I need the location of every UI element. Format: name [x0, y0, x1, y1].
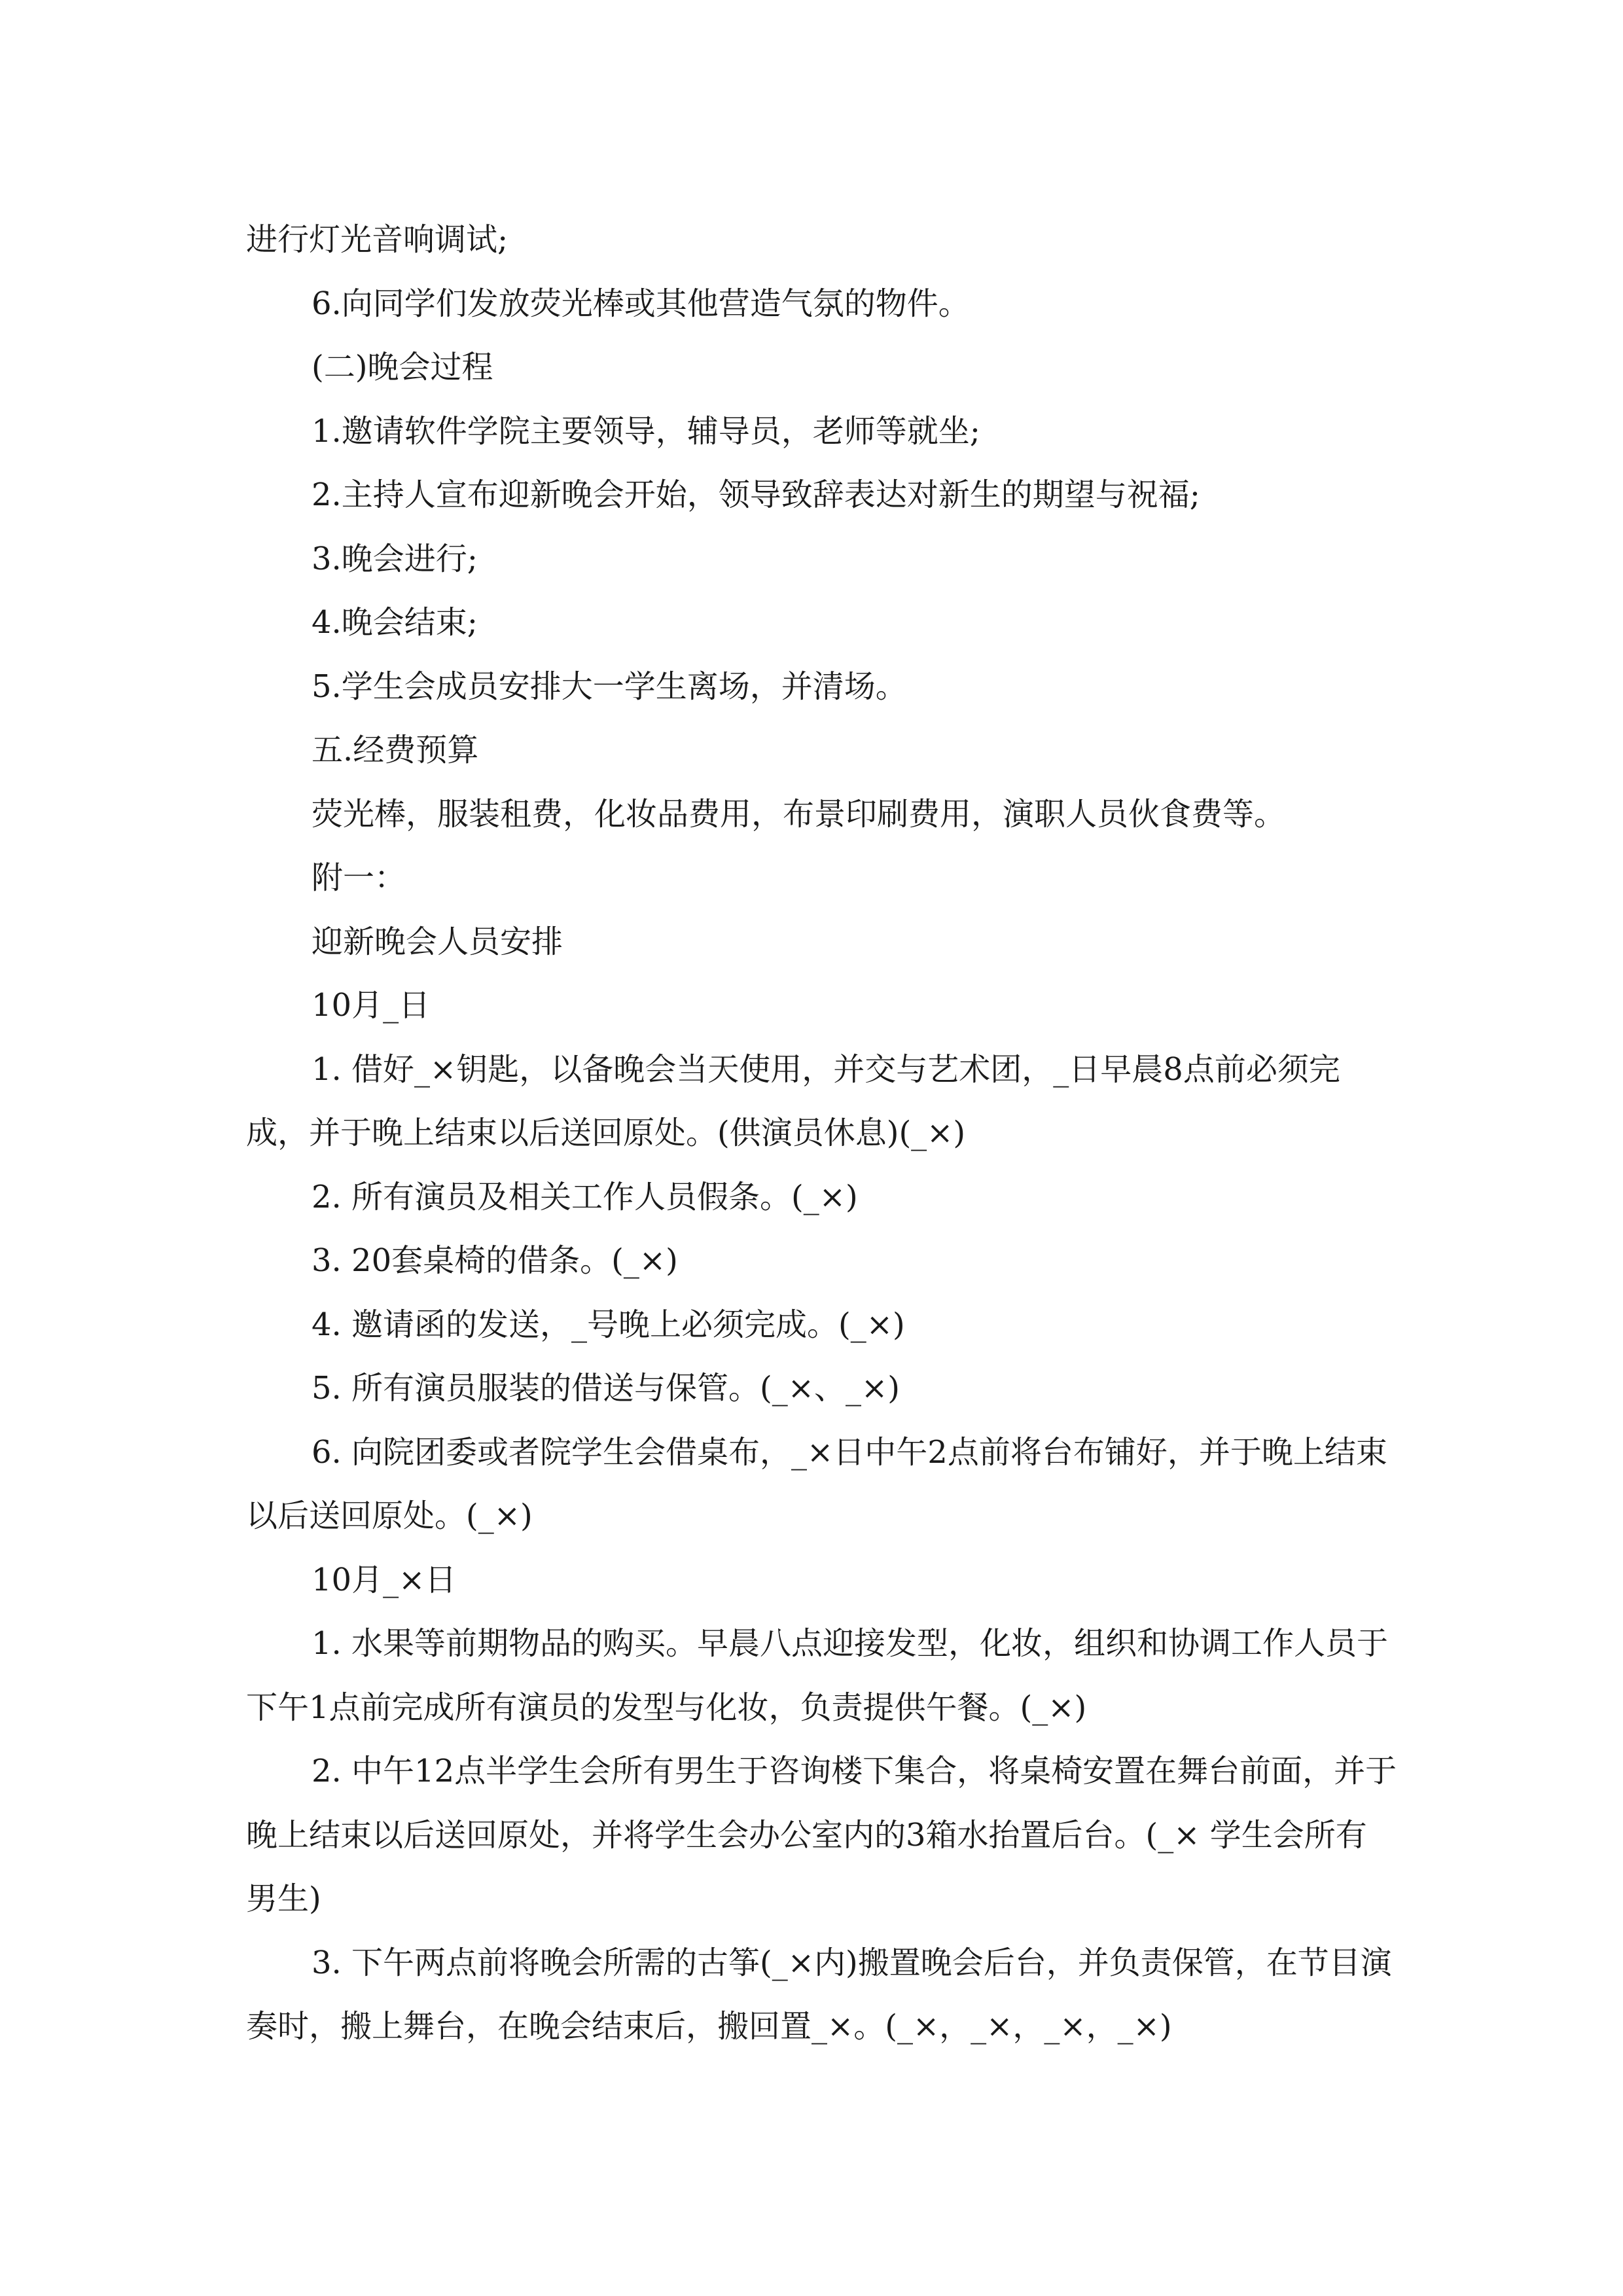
- paragraph: 进行灯光音响调试;: [246, 221, 508, 258]
- list-item: 1. 水果等前期物品的购买。早晨八点迎接发型，化妆，组织和协调工作人员于下午1点前完成所有演员的发型与化妆，负责提供午餐。(_×): [246, 1625, 1389, 1726]
- paragraph: 4.晚会结束;: [312, 604, 478, 641]
- appendix-title: 迎新晚会人员安排: [312, 923, 563, 960]
- list-item: 3. 下午两点前将晚会所需的古筝(_×内)搬置晚会后台，并负责保管，在节目演奏时，搬上舞台，在晚会结束后，搬回置_×。(_×，_×，_×，_×): [246, 1944, 1392, 2045]
- document-body: [246, 208, 1398, 2059]
- list-item: 2. 所有演员及相关工作人员假条。(_×): [312, 1178, 858, 1215]
- date-heading: 10月_日: [312, 987, 431, 1024]
- list-item: 1. 借好_×钥匙，以备晚会当天使用，并交与艺术团，_日早晨8点前必须完成，并于晚上结束以后送回原处。(供演员休息)(_×): [246, 1050, 1340, 1151]
- list-item: 3. 20套桌椅的借条。(_×): [312, 1242, 678, 1279]
- list-item: 5. 所有演员服装的借送与保管。(_×、_×): [312, 1370, 900, 1407]
- list-item: 4. 邀请函的发送，_号晚上必须完成。(_×): [312, 1306, 905, 1343]
- section-heading: (二)晚会过程: [312, 349, 493, 386]
- section-heading: 五.经费预算: [312, 732, 479, 768]
- paragraph: 5.学生会成员安排大一学生离场，并清场。: [312, 668, 907, 705]
- paragraph: 2.主持人宣布迎新晚会开始，领导致辞表达对新生的期望与祝福;: [312, 476, 1200, 513]
- list-item: 6. 向院团委或者院学生会借桌布，_×日中午2点前将台布铺好，并于晚上结束以后送回原处。(_×): [246, 1433, 1387, 1534]
- date-heading: 10月_×日: [312, 1561, 457, 1598]
- paragraph: 3.晚会进行;: [312, 540, 478, 577]
- paragraph: 荧光棒，服装租费，化妆品费用，布景印刷费用，演职人员伙食费等。: [312, 795, 1286, 833]
- appendix-label: 附一：: [312, 859, 406, 896]
- paragraph: 1.邀请软件学院主要领导，辅导员，老师等就坐;: [312, 412, 980, 450]
- list-item: 2. 中午12点半学生会所有男生于咨询楼下集合，将桌椅安置在舞台前面，并于晚上结束以后送回原处，并将学生会办公室内的3箱水抬置后台。(_× 学生会所有男生): [246, 1753, 1397, 1917]
- paragraph: 6.向同学们发放荧光棒或其他营造气氛的物件。: [312, 285, 970, 322]
